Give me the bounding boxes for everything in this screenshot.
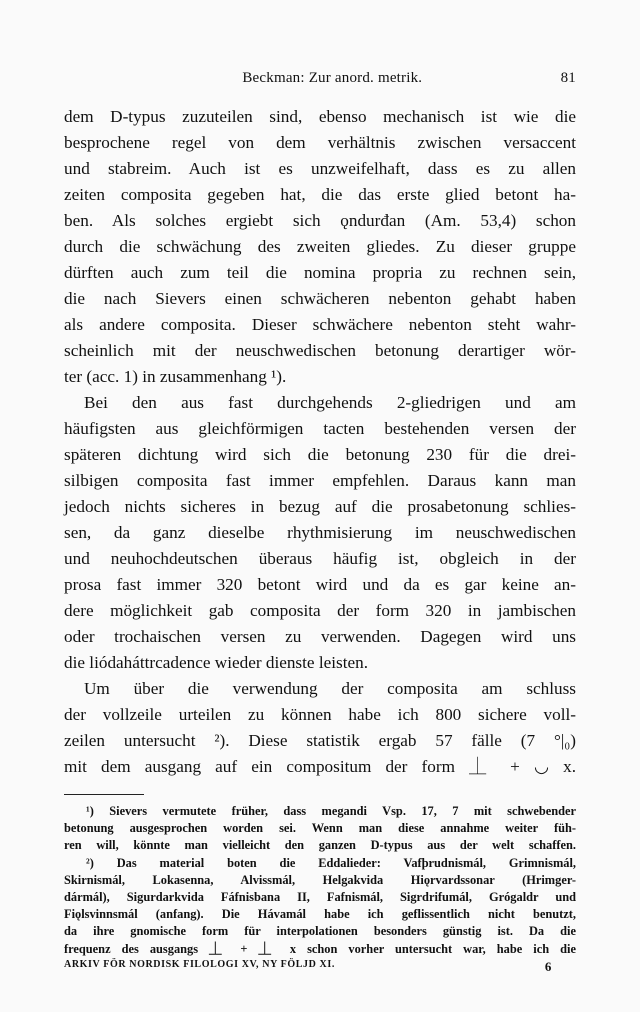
text-line: als andere composita. Dieser schwächere nebenton steht wahr- xyxy=(64,315,576,334)
text-line: silbigen composita fast immer empfehlen. Daraus kann man xyxy=(64,471,576,490)
footnote-line: ²) Das material boten die Eddalieder: Vafþrudnismál, Grimnismál, xyxy=(86,855,576,870)
text-line: prosa fast immer 320 betont wird und da es gar keine an- xyxy=(64,575,576,594)
text-line: besprochene regel von dem verhältnis zwischen versaccent xyxy=(64,133,576,152)
running-title: Beckman: Zur anord. metrik. xyxy=(242,70,423,86)
footnote-line: ren will, könnte man vielleicht den ganzen D-typus aus der welt schaffen. xyxy=(64,838,576,853)
text-line: und stabreim. Auch ist es unzweifelhaft, dass es zu allen xyxy=(64,159,576,178)
footnote-2 xyxy=(64,855,576,958)
text-line: Um über die verwendung der composita am schluss xyxy=(84,679,576,698)
text-line: dere möglichkeit gab composita der form 320 in jambischen xyxy=(64,601,576,620)
paragraph-2 xyxy=(64,390,576,676)
footnote-line: Fiǫlsvinnsmál (anfang). Die Hávamál habe ich geflissentlich nicht benutzt, xyxy=(64,907,576,922)
footnote-line: betonung ausgesprochen worden sei. Wenn man diese annahme weiter füh- xyxy=(64,821,576,836)
journal-signature: ARKIV FÖR NORDISK FILOLOGI XV, NY FÖLJD XI. xyxy=(64,958,335,970)
page-footer xyxy=(64,959,576,975)
paragraph-1 xyxy=(64,104,576,390)
sheet-number: 6 xyxy=(544,958,552,974)
text-line: und neuhochdeutschen überaus häufig ist, obgleich in der xyxy=(64,549,576,568)
text-line: scheinlich mit der neuschwedischen betonung derartiger wör- xyxy=(64,341,576,360)
main-text xyxy=(64,104,576,780)
footnotes xyxy=(64,803,576,958)
footnote-line: Skirnismál, Lokasenna, Alvissmál, Helgakvida Hiǫrvardssonar (Hrimger- xyxy=(64,872,576,887)
text-line: dürften auch zum teil die nomina propria zu rechnen sein, xyxy=(64,263,576,282)
text-line: Bei den aus fast durchgehends 2-gliedrigen und am xyxy=(84,393,576,412)
text-line: ben. Als solches ergiebt sich ǫndurđan (Am. 53,4) schon xyxy=(64,211,576,230)
text-line: der vollzeile urteilen zu können habe ich 800 sichere voll- xyxy=(64,705,576,724)
text-line: durch die schwächung des zweiten gliedes. Zu dieser gruppe xyxy=(64,237,576,256)
footnote-line: dármál), Sigurdarkvida Fáfnisbana II, Fafnismál, Sigrdrifumál, Grógaldr und xyxy=(64,890,576,905)
paragraph-3 xyxy=(64,676,576,780)
text-line: späteren dichtung wird sich die betonung 230 für die drei- xyxy=(64,445,576,464)
text-line: sen, da ganz dieselbe rhythmisierung im neuschwedischen xyxy=(64,523,576,542)
running-header xyxy=(64,70,576,94)
text-line: die liódaháttrcadence wieder dienste leisten. xyxy=(64,653,368,672)
text-line: oder trochaischen versen zu verwenden. Dagegen wird uns xyxy=(64,627,576,646)
text-line: häufigsten aus gleichförmigen tacten bestehenden versen der xyxy=(64,419,576,438)
text-line: jedoch nichts sicheres in bezug auf die prosabetonung schlies- xyxy=(64,497,576,516)
footnote-line: ¹) Sievers vermutete früher, dass megandi Vsp. 17, 7 mit schwebender xyxy=(86,804,576,818)
footnote-1 xyxy=(64,803,576,855)
footnote-divider xyxy=(64,794,144,795)
page-number: 81 xyxy=(560,70,576,86)
page xyxy=(64,70,576,975)
text-line: zeiten composita gegeben hat, die das erste glied betont ha- xyxy=(64,185,576,204)
footnote-line: frequenz des ausgangs ⏊ + ⏊ x schon vorher untersucht war, habe ich die xyxy=(64,941,576,956)
text-line: mit dem ausgang auf ein compositum der form ⏊ + ◡ x. xyxy=(64,757,576,776)
text-line: dem D-typus zuzuteilen sind, ebenso mechanisch ist wie die xyxy=(64,107,576,126)
text-line: die nach Sievers einen schwächeren nebenton gehabt haben xyxy=(64,289,576,308)
text-line: zeilen untersucht ²). Diese statistik ergab 57 fälle (7 °|₀) xyxy=(64,731,576,750)
text-line: ter (acc. 1) in zusammenhang ¹). xyxy=(64,367,287,386)
footnote-line: da ihre gnomische form für interpolationen besonders günstig ist. Da die xyxy=(64,924,576,939)
